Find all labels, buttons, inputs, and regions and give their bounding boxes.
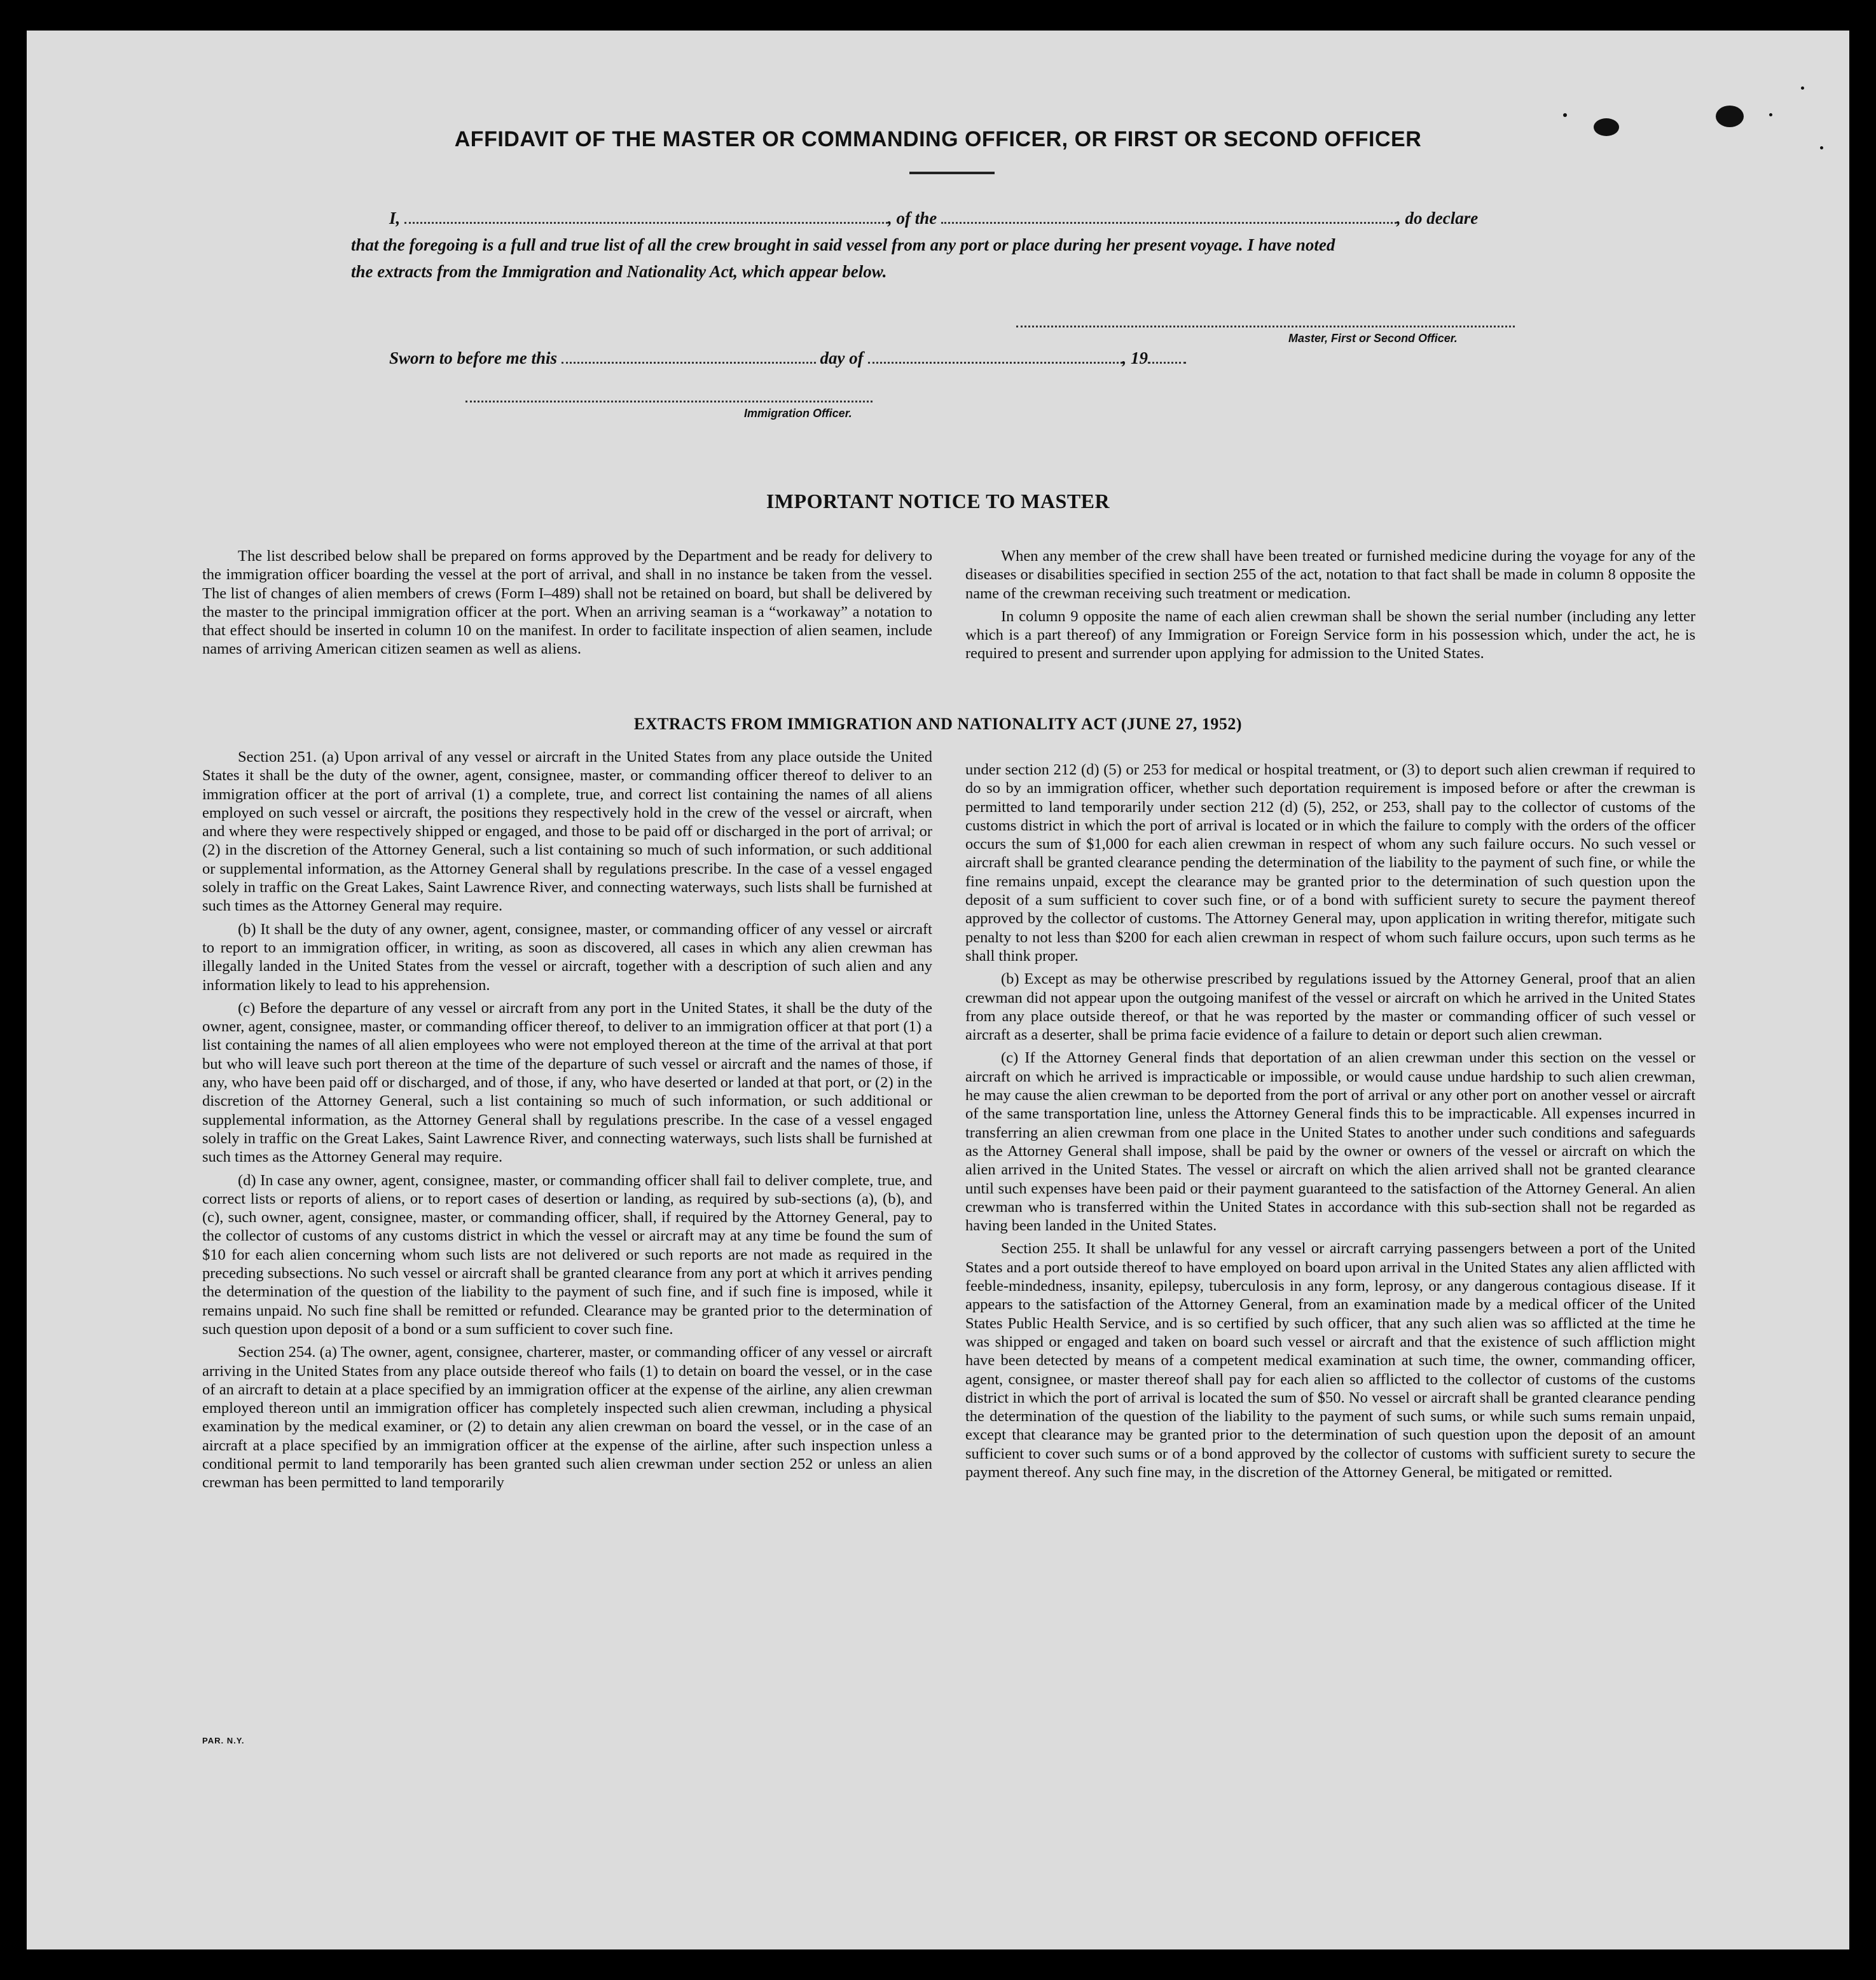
declaration-line: [389, 209, 1478, 228]
section-254-a-continued: under section 212 (d) (5) or 253 for medical or hospital treatment, or (3) to deport such alien crewman if required to do so by an immigration officer, whether such deportation requirement is imposed before or after the crewman is permitted to land temporarily under section 212 (d) (5), 252, or 253, shall pay to the collector of customs of the customs district in which the port of arrival is located or in which the failure to comply with the orders of the officer occurs the sum of $1,000 for each alien crewman in respect of whom any such failure occurs. No such vessel or aircraft shall be granted clearance pending the determination of the liability to the payment of such fine, or while the fine remains unpaid, except the clearance may be granted prior to the determination of such question upon the deposit of a sum sufficient to cover such fine, or of a bond with sufficient surety to secure the payment thereof approved by the collector of customs. The Attorney General may, upon application in writing therefor, mitigate such penalty to not less than $200 for each alien crewman in respect of whom such failure occurs, upon such terms as he shall think proper.: [965, 761, 1695, 965]
scan-speck: [1716, 106, 1744, 127]
section-254-a: Section 254. (a) The owner, agent, consignee, charterer, master, or commanding officer of any vessel or aircraft arriving in the United States from any place outside thereof who fails (1) to detain on board the vessel, or in the case of an aircraft to detain at a place specified by an immigration officer at the expense of the airline, any alien crewman employed thereon until an immigration officer has completely inspected such alien crewman, including a physical examination by the medical examiner, or (2) to detain any alien crewman on board the vessel, or in the case of an aircraft at a place specified by an immigration officer at the expense of the airline, after such inspection unless a conditional permit to land temporarily has been granted such alien crewman under section 252 or unless an alien crewman has been permitted to land temporarily: [202, 1344, 932, 1492]
immigration-officer-signature-field[interactable]: [466, 401, 872, 402]
section-254-b: (b) Except as may be otherwise prescribed by regulations issued by the Attorney General, proof that an alien crewman did not appear upon the outgoing manifest of the vessel or aircraft on which he arrived in the United States from any place outside thereof, or that he was reported by the master or commanding officer of such vessel or aircraft as a deserter, shall be prima facie evidence of a failure to detain or deport such alien crewman.: [965, 970, 1695, 1044]
section-251-b: (b) It shall be the duty of any owner, agent, consignee, master, or commanding officer of any vessel or aircraft to report to an immigration officer, in writing, as soon as discovered, all cases in which any alien crewman has illegally landed in the United States from the vessel or aircraft, together with a description of such alien and any information likely to lead to his apprehension.: [202, 920, 932, 994]
declaration-text-line-3: the extracts from the Immigration and Nationality Act, which appear below.: [351, 262, 887, 281]
notice-right-column: [965, 547, 1695, 668]
section-251-d: (d) In case any owner, agent, consignee, master, or commanding officer shall fail to deliver complete, true, and correct lists or reports of aliens, or to report cases of desertion or landing, as required by sub-sections (a), (b), and (c), such owner, agent, consignee, master, or commanding officer, shall, if required by the Attorney General, pay to the collector of customs of any customs district in which the vessel or aircraft may at any time be found the sum of $10 for each alien concerning whom such lists are not delivered or such reports are not made as required in the preceding subsections. No such vessel or aircraft shall be granted clearance from any port at which it arrives pending the determination of the question of the liability to the payment of such fine, and if such fine is imposed, while it remains unpaid. No such fine shall be remitted or refunded. Clearance may be granted prior to the determination of such question upon deposit of a bond or a sum sufficient to cover such fine.: [202, 1171, 932, 1338]
sworn-line: [389, 348, 1186, 368]
section-255: Section 255. It shall be unlawful for any vessel or aircraft carrying passengers between a port of the United States and a port outside thereof to have employed on board upon arrival in the United States any alien afflicted with feeble-mindedness, insanity, epilepsy, tuberculosis in any form, leprosy, or any dangerous contagious disease. If it appears to the satisfaction of the Attorney General, from an examination made by a medical officer of the United States Public Health Service, and is so certified by such officer, that any such alien was so afflicted at the time he was shipped or engaged and taken on board such vessel or aircraft and that the existence of such affliction might have been detected by means of a competent medical examination at such time, the owner, commanding officer, agent, consignee, or master thereof shall pay for each alien so afflicted to the collector of customs of the customs district in which the port of arrival is located the sum of $50. No vessel or aircraft shall be granted clearance pending the determination of the question of the liability to the payment of such sums, or while such sums remain unpaid, except that clearance may be granted prior to the determination of such question upon the deposit of an amount sufficient to cover such sums or of a bond approved by the collector of customs with sufficient surety to secure the payment thereof. Any such fine may, in the discretion of the Attorney General, be mitigated or remitted.: [965, 1240, 1695, 1481]
section-251-c: (c) Before the departure of any vessel or aircraft from any port in the United States, it shall be the duty of the owner, agent, consignee, master, or commanding officer thereof, to deliver to an immigration officer at that port (1) a list containing the names of all alien employees who were not employed thereon at the time of the arrival at that port but who will leave such port thereon at the time of the departure of such vessel or aircraft and the names of those, if any, who have been paid off or discharged, and of those, if any, who have deserted or landed at that port, or (2) in the discretion of the Attorney General, such a list containing so much of such information, or such additional or supplemental information, as the Attorney General shall by regulations prescribe. In the case of a vessel engaged solely in traffic on the Great Lakes, Saint Lawrence River, and connecting waterways, such lists shall be furnished at such times as the Attorney General may require.: [202, 999, 932, 1166]
declarant-name-field[interactable]: [404, 221, 888, 224]
master-signature-field[interactable]: [1016, 326, 1515, 327]
extracts-title: EXTRACTS FROM IMMIGRATION AND NATIONALITY ACT (JUNE 27, 1952): [633, 715, 1243, 733]
do-declare-label: , do declare: [1397, 209, 1479, 228]
printer-mark: PAR. N.Y.: [202, 1736, 245, 1745]
notice-left-paragraph: The list described below shall be prepared on forms approved by the Department and be ready for delivery to the immigration officer boarding the vessel at the port of arrival, and shall in no instance be taken from the vessel. The list of changes of alien members of crews (Form I–489) shall not be retained on board, but shall be delivered by the master to the principal immigration officer at the port. When an arriving seaman is a “workaway” a notation to that effect should be inserted in column 10 on the manifest. In order to facilitate inspection of alien seamen, include names of arriving American citizen seamen as well as aliens.: [202, 547, 932, 658]
sworn-year-field[interactable]: [1148, 361, 1186, 364]
of-the-label: , of the: [888, 209, 937, 228]
scan-speck: [1563, 113, 1567, 117]
notice-left-column: [202, 547, 932, 663]
year-prefix-label: , 19: [1122, 348, 1148, 368]
declaration-text-line-2: that the foregoing is a full and true list of all the crew brought in said vessel from any port or place during her present voyage. I have noted: [351, 235, 1335, 254]
vessel-name-field[interactable]: [941, 221, 1397, 224]
form-sheet: [27, 31, 1849, 1949]
notice-right-paragraph-1: When any member of the crew shall have been treated or furnished medicine during the voyage for any of the diseases or disabilities specified in section 255 of the act, notation to that fact shall be made in column 8 opposite the name of the crewman receiving such treatment or medication.: [965, 547, 1695, 602]
scan-speck: [1801, 86, 1804, 90]
immigration-officer-caption: Immigration Officer.: [744, 407, 852, 420]
sworn-label: Sworn to before me this: [389, 348, 558, 368]
sworn-month-field[interactable]: [868, 361, 1122, 364]
extracts-right-column: [965, 760, 1695, 1486]
notice-title: IMPORTANT NOTICE TO MASTER: [766, 490, 1110, 512]
notice-right-paragraph-2: In column 9 opposite the name of each alien crewman shall be shown the serial number (including any letter which is a part thereof) of any Immigration or Foreign Service form in his possession which, under the act, he is required to present and surrender upon applying for admission to the United States.: [965, 607, 1695, 663]
title-rule: [909, 172, 995, 174]
declarant-prefix: I,: [389, 209, 401, 228]
section-251-a: Section 251. (a) Upon arrival of any vessel or aircraft in the United States from any place outside the United States it shall be the duty of the owner, agent, consignee, master, or commanding officer thereof to deliver to an immigration officer at the port of arrival (1) a complete, true, and correct list containing the names of all aliens employed on such vessel or aircraft, the positions they respectively hold in the crew of the vessel or aircraft, when and where they were respectively shipped or engaged, and those to be paid off or discharged in the port of arrival; or (2) in the discretion of the Attorney General, such a list containing so much of such information, or such additional or supplemental information, as the Attorney General shall by regulations prescribe. In the case of a vessel engaged solely in traffic on the Great Lakes, Saint Lawrence River, and connecting waterways, such lists shall be furnished at such times as the Attorney General may require.: [202, 748, 932, 915]
extracts-left-column: [202, 748, 932, 1497]
affidavit-title: AFFIDAVIT OF THE MASTER OR COMMANDING OFFICER, OR FIRST OR SECOND OFFICER: [454, 127, 1422, 151]
master-signature-caption: Master, First or Second Officer.: [1288, 332, 1458, 345]
section-254-c: (c) If the Attorney General finds that deportation of an alien crewman under this section on the vessel or aircraft on which he arrived is impracticable or impossible, or would cause undue hardship to such alien crewman, he may cause the alien crewman to be deported from the port of arrival or any other port on another vessel or aircraft of the same transportation line, unless the Attorney General finds this to be impracticable. All expenses incurred in transferring an alien crewman from one place in the United States to another under such conditions and safeguards as the Attorney General shall impose, shall be paid by the owner or owners of the vessel or aircraft on which the alien arrived in the United States. The vessel or aircraft on which the alien arrived shall not be granted clearance until such expenses have been paid or their payment guaranteed to the satisfaction of the Attorney General. An alien crewman who is transferred within the United States in accordance with this sub-section shall not be regarded as having been landed in the United States.: [965, 1049, 1695, 1235]
day-of-label: day of: [820, 348, 864, 368]
scan-speck: [1769, 113, 1772, 116]
sworn-date-field[interactable]: [562, 361, 816, 364]
